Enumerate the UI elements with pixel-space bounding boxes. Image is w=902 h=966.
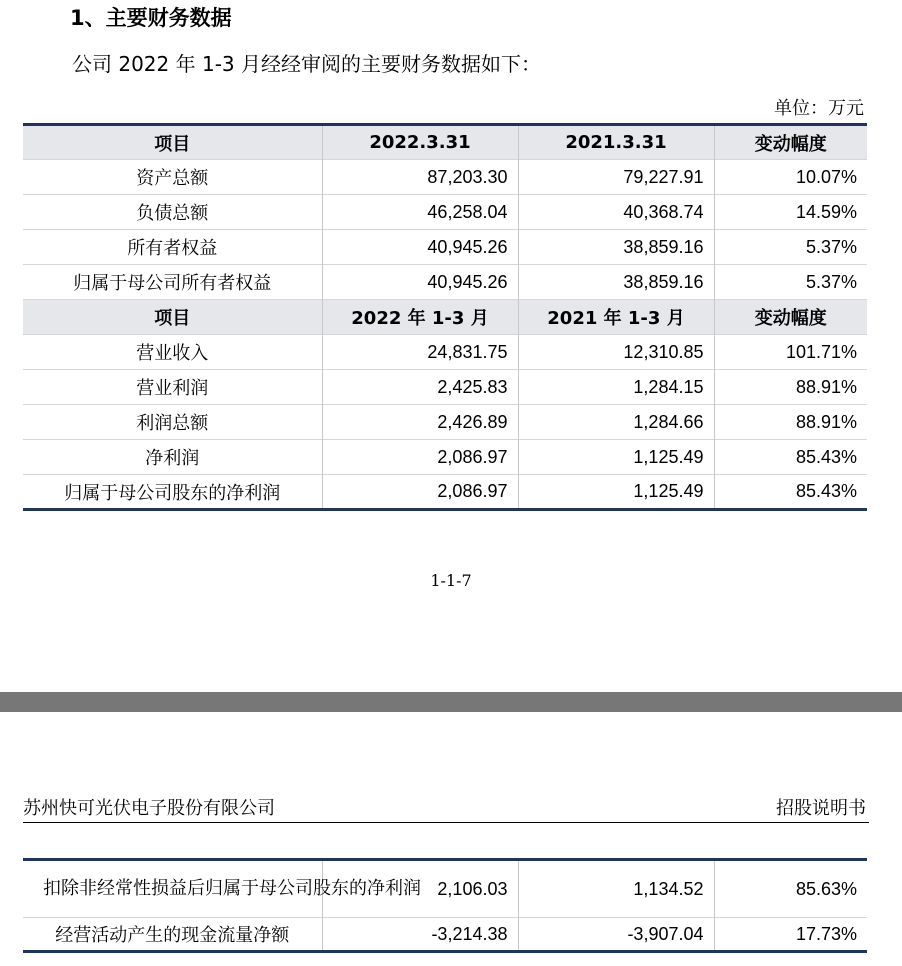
header-date-2021: 2021.3.31 [518, 125, 714, 160]
change-rate: 85.43% [795, 481, 857, 501]
table-row [23, 160, 867, 195]
value-2022: 2,086.97 [322, 440, 518, 475]
value-2021: 12,310.85 [518, 335, 714, 370]
row-label: 营业收入 [23, 335, 322, 370]
header-date-2022: 2022.3.31 [322, 125, 518, 160]
table-row [23, 405, 867, 440]
change-rate: 88.91% [795, 411, 857, 432]
value-2022: 2,425.83 [322, 370, 518, 405]
value-2021: 1,284.66 [518, 405, 714, 440]
document-type: 招股说明书 [776, 798, 866, 819]
intro-text: 公司 2022 年 1-3 月经经审阅的主要财务数据如下： [72, 52, 541, 76]
table-row [23, 918, 867, 952]
row-label: 所有者权益 [23, 230, 322, 265]
row-label: 经营活动产生的现金流量净额 [23, 918, 322, 952]
change-rate: 5.37% [805, 236, 857, 257]
value-2021: 38,859.16 [518, 230, 714, 265]
company-name: 苏州快可光伏电子股份有限公司 [23, 798, 275, 819]
row-label: 归属于母公司股东的净利润 [23, 475, 322, 510]
financial-data-table [23, 123, 867, 511]
header-item: 项目 [23, 300, 322, 335]
row-label: 净利润 [23, 440, 322, 475]
row-label: 利润总额 [23, 405, 322, 440]
change-rate: 88.91% [795, 376, 857, 397]
header-item: 项目 [23, 125, 322, 160]
table-row [23, 440, 867, 475]
table-row [23, 860, 867, 918]
page-number: 1-1-7 [430, 571, 472, 590]
row-label: 负债总额 [23, 195, 322, 230]
value-2022: 40,945.26 [322, 230, 518, 265]
row-label: 扣除非经常性损益后归属于母公司股东的净利润 [23, 860, 322, 918]
header-change: 变动幅度 [754, 308, 827, 329]
table-row [23, 335, 867, 370]
change-rate: 14.59% [795, 201, 857, 222]
table-header-row [23, 125, 867, 160]
table-row [23, 195, 867, 230]
value-2022: 40,945.26 [322, 265, 518, 300]
change-rate: 5.37% [805, 271, 857, 292]
table-row [23, 475, 867, 510]
section-heading: 1、主要财务数据 [70, 6, 232, 30]
financial-data-table-continued [23, 858, 867, 953]
value-2022: 24,831.75 [322, 335, 518, 370]
value-2021: 40,368.74 [518, 195, 714, 230]
value-2021: 1,125.49 [518, 475, 714, 510]
unit-label: 单位：万元 [774, 98, 864, 119]
change-rate: 85.63% [795, 878, 857, 899]
change-rate: 101.71% [785, 341, 857, 362]
row-label: 归属于母公司所有者权益 [23, 265, 322, 300]
value-2021: 1,134.52 [518, 860, 714, 918]
value-2021: 38,859.16 [518, 265, 714, 300]
value-2022: 2,106.03 [322, 860, 518, 918]
header-rule [23, 822, 869, 823]
change-rate: 10.07% [795, 166, 857, 187]
change-rate: 17.73% [795, 923, 857, 944]
row-label: 营业利润 [23, 370, 322, 405]
value-2021: 79,227.91 [518, 160, 714, 195]
header-period-2022: 2022 年 1-3 月 [322, 300, 518, 335]
value-2022: 87,203.30 [322, 160, 518, 195]
value-2022: 46,258.04 [322, 195, 518, 230]
value-2022: 2,086.97 [322, 475, 518, 510]
value-2022: 2,426.89 [322, 405, 518, 440]
table-header-row [23, 300, 867, 335]
value-2021: 1,284.15 [518, 370, 714, 405]
table-row [23, 370, 867, 405]
header-change: 变动幅度 [754, 133, 827, 155]
value-2021: -3,907.04 [518, 918, 714, 952]
page-divider [0, 692, 902, 712]
row-label: 资产总额 [23, 160, 322, 195]
value-2022: -3,214.38 [322, 918, 518, 952]
value-2021: 1,125.49 [518, 440, 714, 475]
header-period-2021: 2021 年 1-3 月 [518, 300, 714, 335]
table-row [23, 230, 867, 265]
table-row [23, 265, 867, 300]
change-rate: 85.43% [795, 446, 857, 467]
